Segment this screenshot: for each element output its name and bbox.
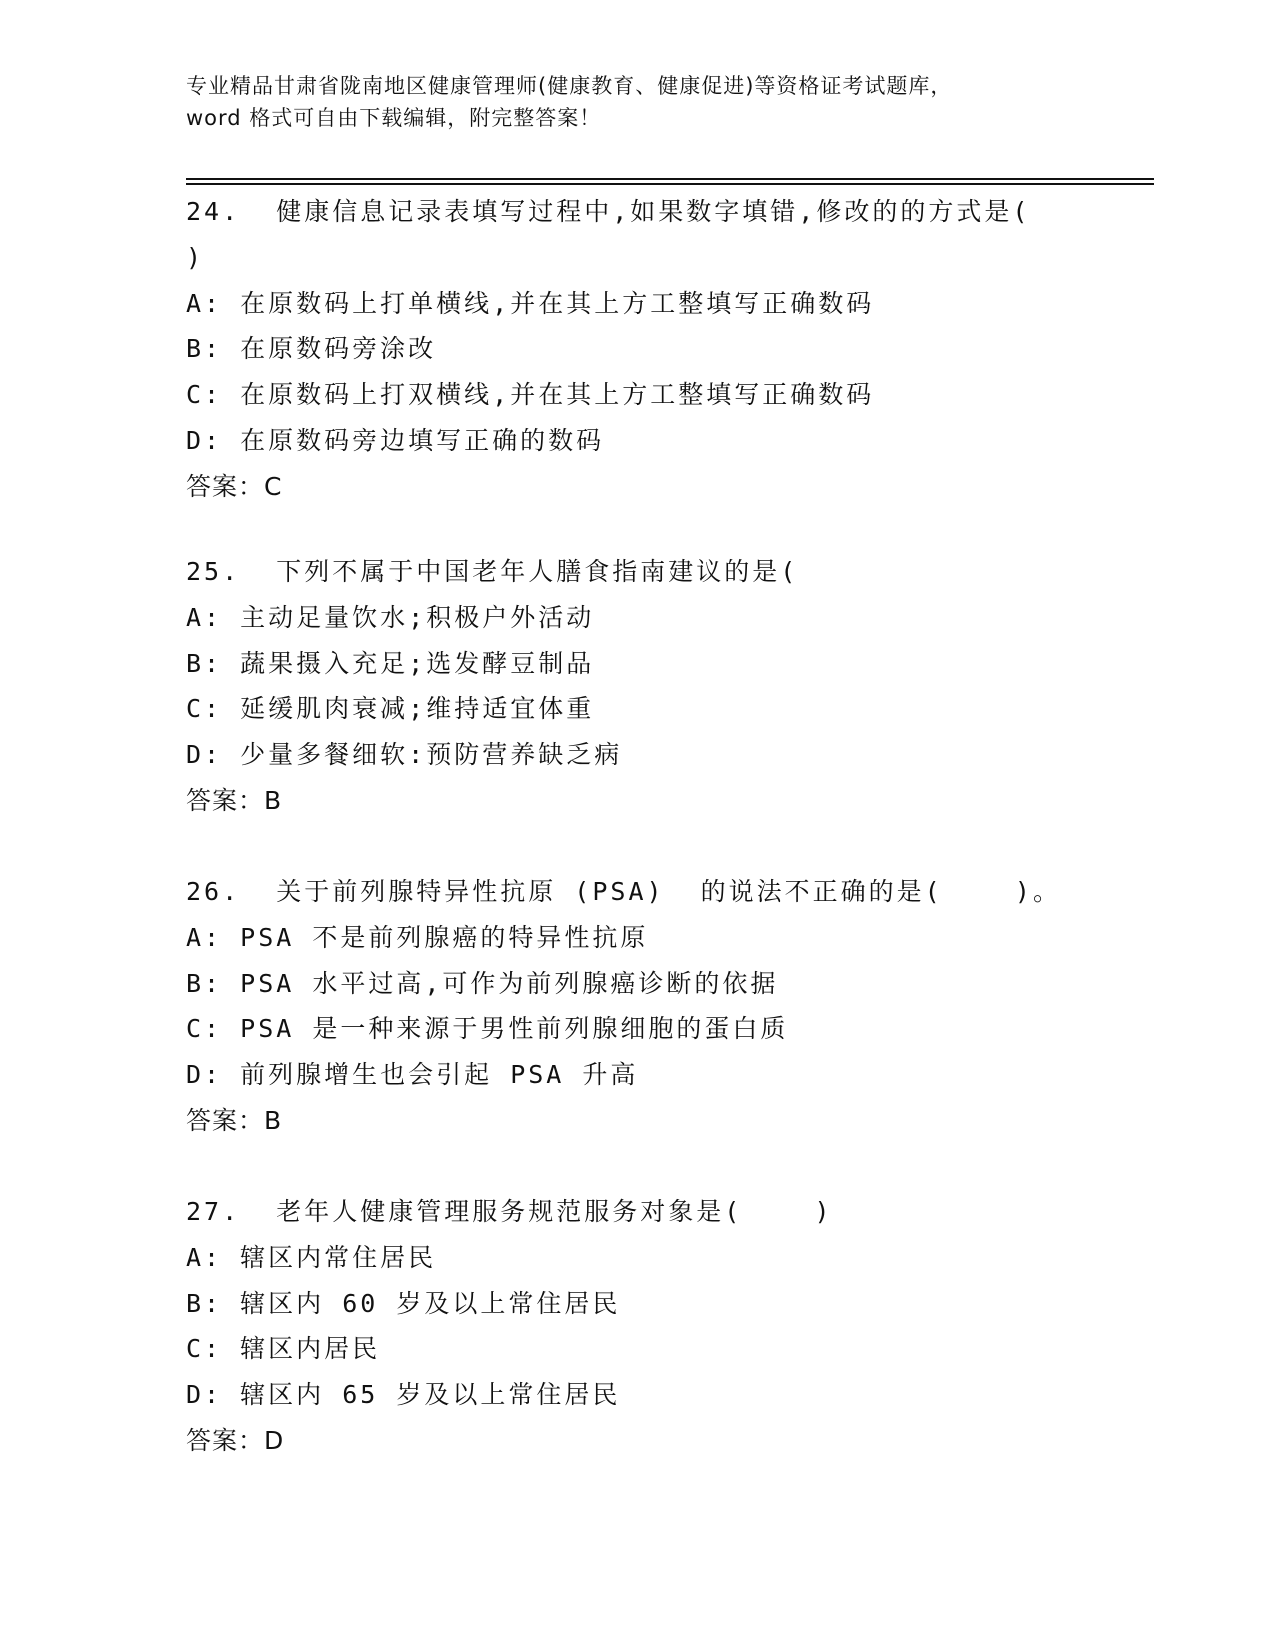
option-c: C: 在原数码上打双横线,并在其上方工整填写正确数码 [186, 380, 875, 410]
option-c: C: 延缓肌肉衰减;维持适宜体重 [186, 694, 595, 724]
option-a: A: 主动足量饮水;积极户外活动 [186, 602, 595, 632]
question-stem-line: 27. 老年人健康管理服务规范服务对象是( ) [186, 1197, 833, 1226]
option-d: D: 前列腺增生也会引起 PSA 升高 [186, 1060, 639, 1090]
option-d: D: 少量多餐细软:预防营养缺乏病 [186, 740, 623, 770]
question-26 [186, 869, 1086, 1144]
header-line-2: word 格式可自由下载编辑，附完整答案！ [186, 106, 602, 130]
header-line-1: 专业精品甘肃省陇南地区健康管理师(健康教育、健康促进)等资格证考试题库， [186, 74, 953, 98]
question-24 [186, 189, 1086, 510]
question-stem-line: 26. 关于前列腺特异性抗原 (PSA) 的说法不正确的是( )。 [186, 877, 1061, 906]
option-a: A: PSA 不是前列腺癌的特异性抗原 [186, 922, 649, 952]
option-b: B: 蔬果摄入充足;选发酵豆制品 [186, 648, 595, 678]
question-stem-line: 25. 下列不属于中国老年人膳食指南建议的是( [186, 557, 799, 586]
answer-label: 答案：B [186, 1105, 283, 1135]
question-stem-line: 24. 健康信息记录表填写过程中,如果数字填错,修改的的方式是( [186, 197, 1031, 226]
option-c: C: PSA 是一种来源于男性前列腺细胞的蛋白质 [186, 1014, 789, 1044]
document-header [186, 70, 1086, 134]
option-b: B: PSA 水平过高,可作为前列腺癌诊断的依据 [186, 968, 779, 998]
option-b: B: 辖区内 60 岁及以上常住居民 [186, 1288, 621, 1318]
header-divider-bottom [186, 183, 1154, 185]
option-a: A: 在原数码上打单横线,并在其上方工整填写正确数码 [186, 288, 875, 318]
option-c: C: 辖区内居民 [186, 1334, 381, 1364]
option-d: D: 辖区内 65 岁及以上常住居民 [186, 1380, 621, 1410]
option-b: B: 在原数码旁涂改 [186, 334, 437, 364]
option-d: D: 在原数码旁边填写正确的数码 [186, 425, 605, 455]
question-stem-line: ) [186, 242, 205, 272]
option-a: A: 辖区内常住居民 [186, 1242, 437, 1272]
question-25 [186, 549, 1086, 824]
answer-label: 答案：B [186, 785, 283, 815]
question-27 [186, 1189, 1086, 1464]
answer-label: 答案：C [186, 471, 283, 501]
header-divider-top [186, 178, 1154, 180]
answer-label: 答案：D [186, 1425, 285, 1455]
